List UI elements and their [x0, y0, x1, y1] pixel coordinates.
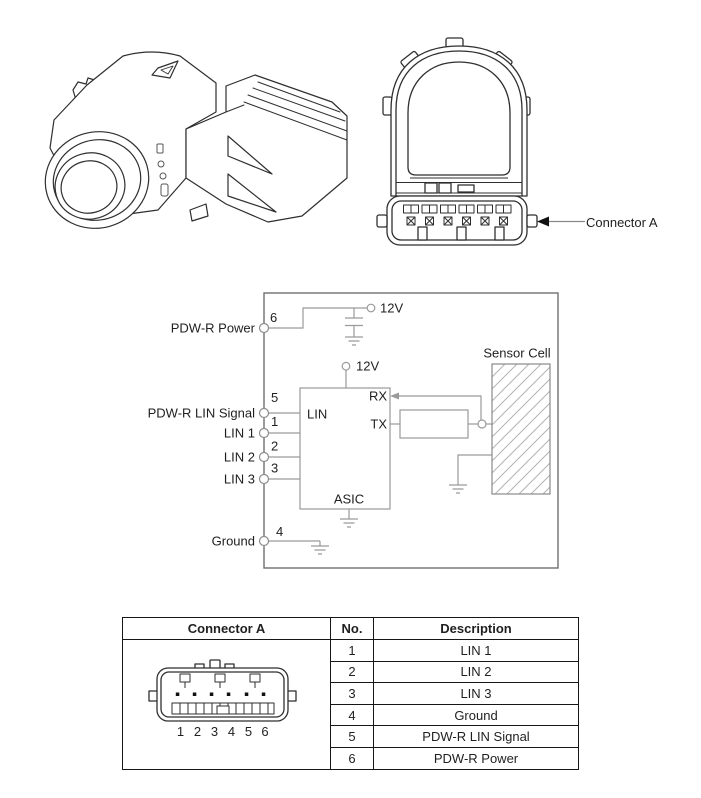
connector-a-rear [377, 196, 537, 245]
pin-number: 5 [271, 390, 279, 405]
pin-label: LIN 2 [223, 449, 255, 465]
pin-desc: Ground [374, 704, 579, 726]
pin-desc: LIN 3 [374, 683, 579, 705]
svg-text:3: 3 [210, 724, 218, 740]
table-header-description: Description [374, 618, 579, 640]
svg-text:1: 1 [176, 724, 184, 740]
supply-terminal-mid [342, 362, 350, 370]
pin-number: 2 [271, 438, 279, 454]
tx-coupling-box [400, 410, 468, 438]
pin-number: 6 [270, 310, 278, 325]
connector-a-front-figure [124, 643, 330, 765]
supply-label-mid: 12V [356, 358, 380, 374]
pin-no: 4 [331, 704, 374, 726]
pin-desc: LIN 1 [374, 640, 579, 662]
pin-number: 3 [271, 460, 279, 476]
pin-label: PDW-R Power [170, 320, 255, 336]
tx-label: TX [370, 416, 387, 432]
svg-text:2: 2 [193, 724, 201, 740]
table-header-no: No. [331, 618, 374, 640]
node-terminal [478, 420, 486, 428]
svg-text:5: 5 [244, 724, 252, 740]
callout-arrow [537, 217, 585, 227]
pin-no: 6 [331, 747, 374, 769]
table-header-row [123, 618, 579, 640]
supply-terminal-top [367, 304, 375, 312]
table-row [123, 640, 579, 662]
pin-label: Ground [211, 533, 255, 549]
pin-number: 4 [276, 524, 284, 539]
pin-no: 5 [331, 726, 374, 748]
pin-desc: PDW-R Power [374, 747, 579, 769]
pin-label: LIN 3 [223, 471, 255, 487]
pin-desc: LIN 2 [374, 661, 579, 683]
pin-label: LIN 1 [223, 425, 255, 441]
pin-number: 1 [271, 414, 279, 429]
rx-label: RX [368, 388, 387, 404]
connector-a-front-cell [123, 640, 331, 770]
rx-arrowhead [390, 393, 399, 400]
front-pin-numbers [176, 724, 268, 739]
sensor-isometric-figure [40, 28, 355, 243]
pin-label: PDW-R LIN Signal [147, 405, 255, 421]
sensor-cell-label: Sensor Cell [483, 345, 551, 361]
svg-text:6: 6 [260, 724, 269, 740]
circuit-diagram [130, 283, 580, 583]
pin-no: 2 [331, 661, 374, 683]
pin-desc: PDW-R LIN Signal [374, 726, 579, 748]
pin-no: 3 [331, 683, 374, 705]
asic-label: ASIC [333, 491, 365, 507]
supply-label-top: 12V [380, 300, 404, 316]
pin-table [122, 617, 579, 770]
table-header-connector: Connector A [123, 618, 331, 640]
connector-a-callout: Connector A [586, 215, 658, 230]
pin-no: 1 [331, 640, 374, 662]
svg-text:4: 4 [227, 724, 235, 740]
sensor-rear-view-figure [370, 25, 586, 253]
sensor-cell-block [492, 364, 550, 494]
lin-label: LIN [307, 406, 328, 422]
